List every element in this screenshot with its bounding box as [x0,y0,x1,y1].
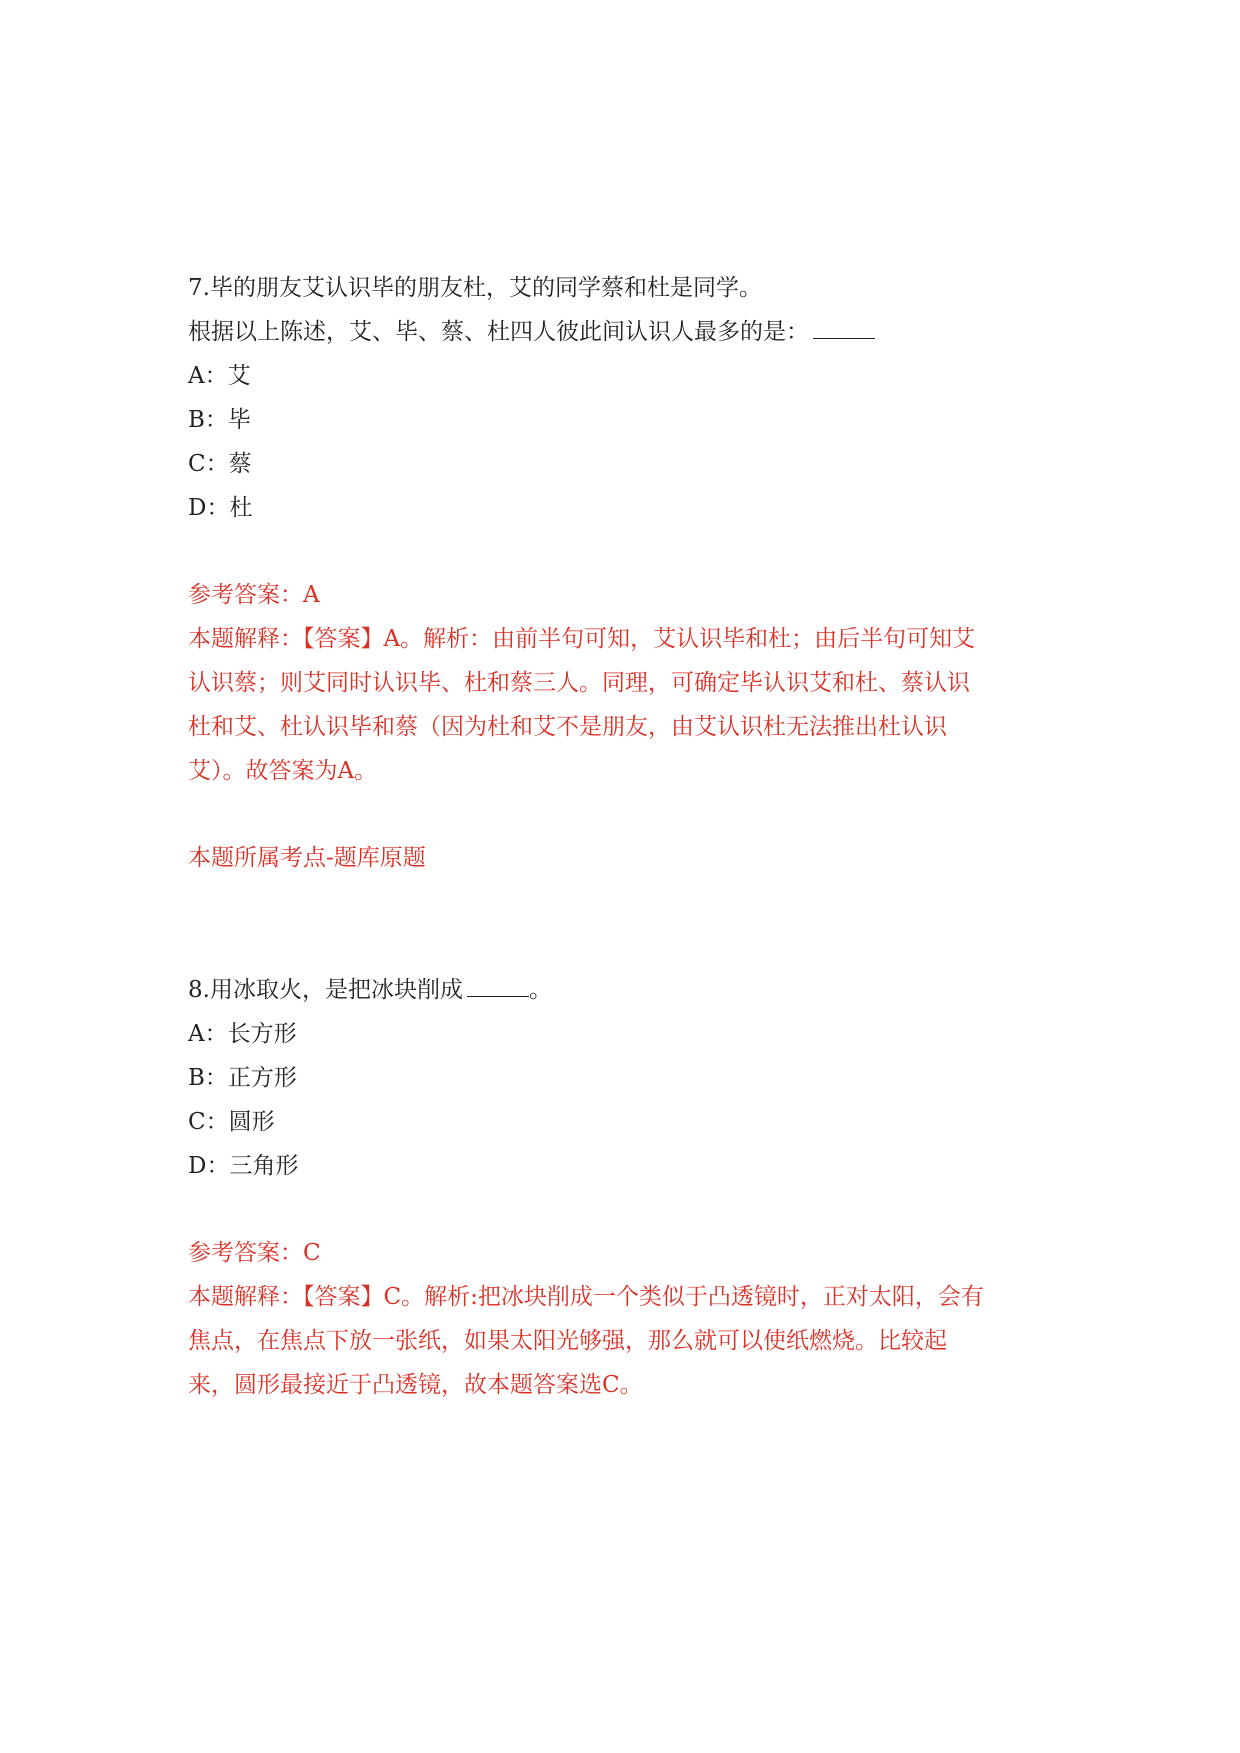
question-8-option-b: B：正方形 [188,1065,297,1091]
question-7-stem-line-1: 7.毕的朋友艾认识毕的朋友杜，艾的同学蔡和杜是同学。 [188,275,762,301]
answer-blank [467,976,529,997]
question-7-explanation-line-2: 认识蔡；则艾同时认识毕、杜和蔡三人。同理，可确定毕认识艾和杜、蔡认识 [188,670,970,696]
question-8-stem-end: 。 [528,977,552,1003]
question-7-option-d: D：杜 [188,495,253,521]
question-7-stem-text: 根据以上陈述，艾、毕、蔡、杜四人彼此间认识人最多的是： [188,319,809,345]
question-7-stem-line-2 [188,316,875,348]
question-8-option-c: C：圆形 [188,1109,275,1135]
question-7-explanation-line-3: 杜和艾、杜认识毕和蔡（因为杜和艾不是朋友，由艾认识杜无法推出杜认识 [188,714,947,740]
question-7-explanation-line-1: 本题解释：【答案】A。解析：由前半句可知，艾认识毕和杜；由后半句可知艾 [188,626,976,652]
answer-blank [813,318,875,339]
question-7-explanation-line-4: 艾）。故答案为A。 [188,758,378,784]
question-8-explanation-line-2: 焦点，在焦点下放一张纸，如果太阳光够强，那么就可以使纸燃烧。比较起 [188,1328,947,1354]
question-8-stem [188,974,552,1006]
question-8-explanation-line-3: 来，圆形最接近于凸透镜，故本题答案选C。 [188,1372,643,1398]
question-7-option-c: C：蔡 [188,451,252,477]
question-7-answer: 参考答案：A [188,582,320,608]
question-8-explanation-line-1: 本题解释：【答案】C。解析:把冰块削成一个类似于凸透镜时，正对太阳，会有 [188,1284,984,1310]
question-8-option-a: A：长方形 [188,1021,297,1047]
question-8-answer: 参考答案：C [188,1240,321,1266]
question-8-option-d: D：三角形 [188,1153,299,1179]
question-7-option-a: A：艾 [188,363,251,389]
question-8-stem-text: 8.用冰取火，是把冰块削成 [188,977,463,1003]
question-7-source: 本题所属考点-题库原题 [188,845,426,871]
question-7-option-b: B：毕 [188,407,251,433]
